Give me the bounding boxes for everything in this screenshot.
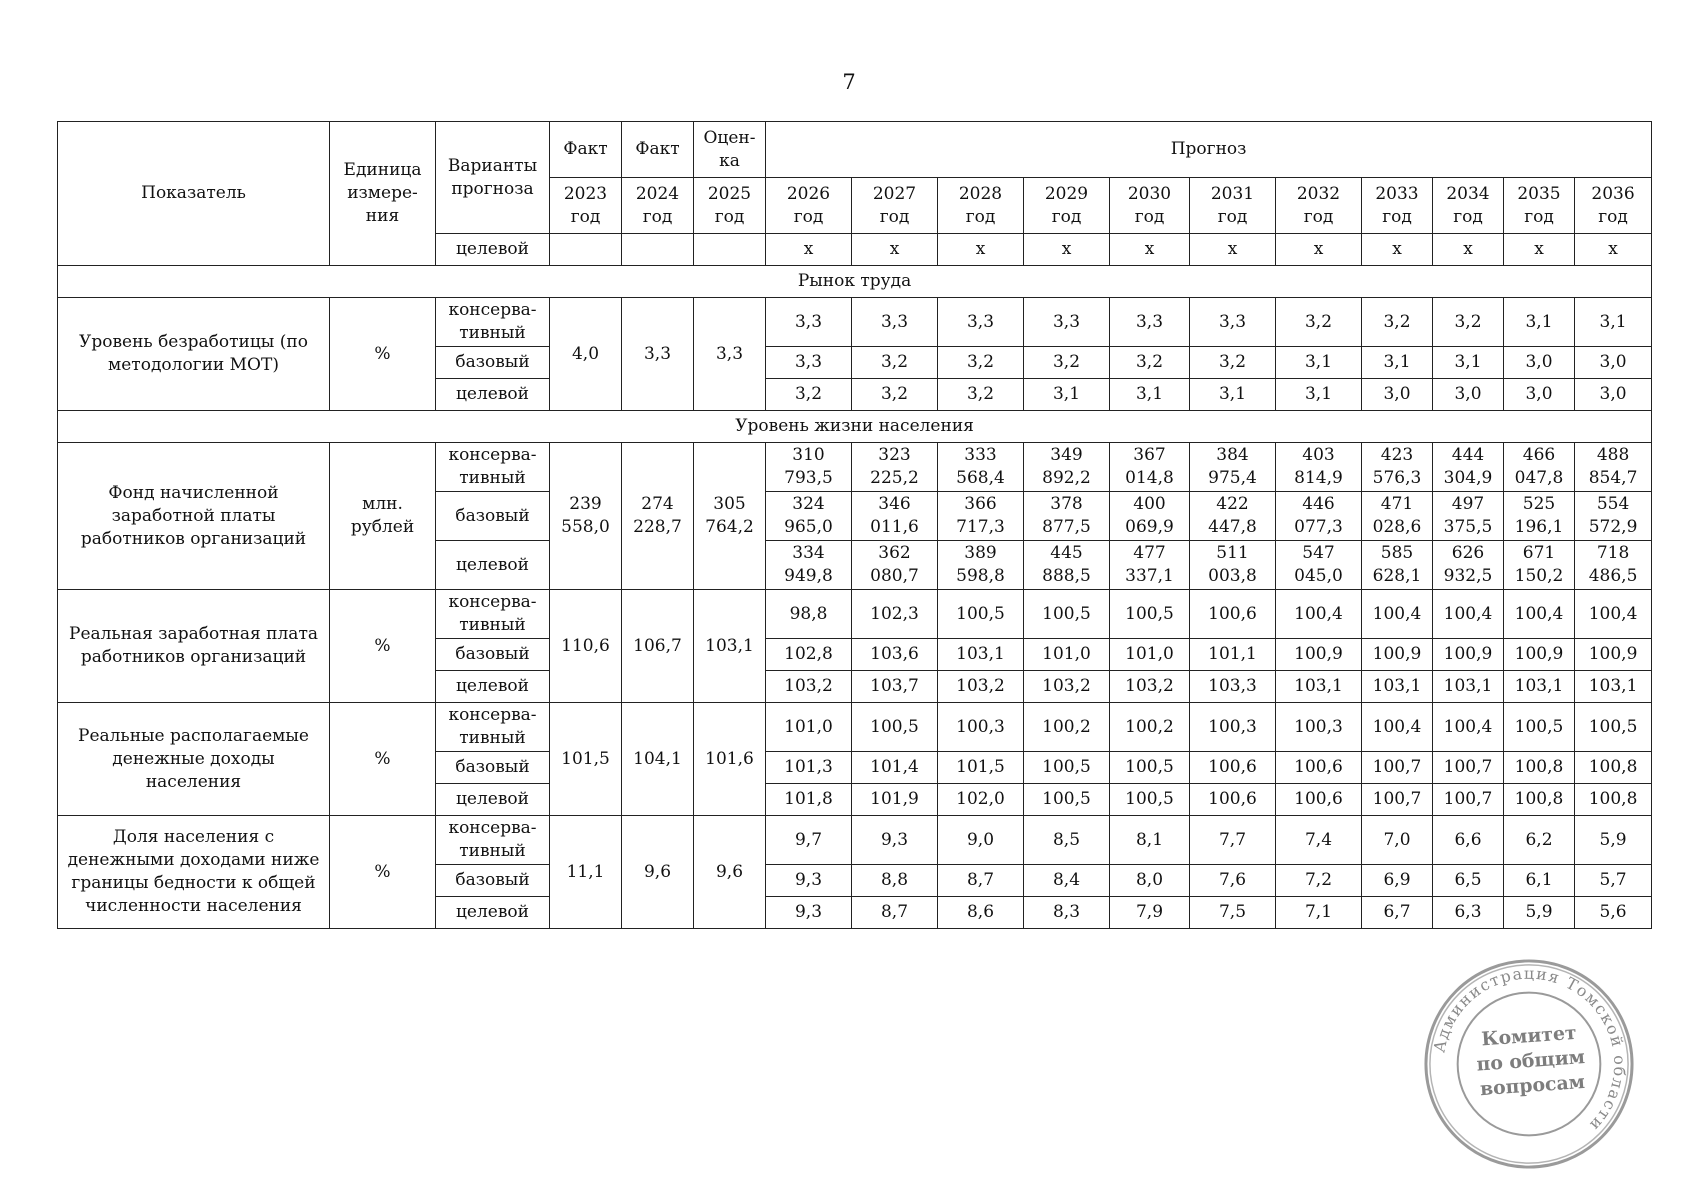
forecast-value: 6,5 (1433, 865, 1504, 897)
forecast-value: 100,3 (1190, 703, 1276, 752)
forecast-value: 102,8 (766, 639, 852, 671)
x-mark-cell: x (766, 234, 852, 266)
table-row (58, 590, 1652, 639)
empty-cell (550, 234, 622, 266)
variant-label: базовый (436, 347, 550, 379)
forecast-value: 9,3 (852, 816, 938, 865)
indicator-name: Доля населения с денежными доходами ниже границы бедности к общей численности населения (58, 816, 330, 929)
forecast-value: 3,3 (852, 298, 938, 347)
forecast-value: 422 447,8 (1190, 492, 1276, 541)
x-mark-cell: x (1190, 234, 1276, 266)
header-year-cell: 2023 год (550, 178, 622, 234)
forecast-value: 5,9 (1575, 816, 1652, 865)
variant-label: консерва-тивный (436, 703, 550, 752)
empty-cell (694, 234, 766, 266)
forecast-value: 3,3 (938, 298, 1024, 347)
forecast-value: 6,2 (1504, 816, 1575, 865)
variant-label: базовый (436, 865, 550, 897)
variant-label: целевой (436, 897, 550, 929)
forecast-value: 3,2 (852, 347, 938, 379)
forecast-value: 3,1 (1276, 347, 1362, 379)
stamp-line-1: Комитет (1480, 1021, 1578, 1051)
forecast-value: 466 047,8 (1504, 443, 1575, 492)
indicator-name: Реальные располагаемые денежные доходы населения (58, 703, 330, 816)
forecast-value: 103,2 (1024, 671, 1110, 703)
forecast-value: 101,0 (1024, 639, 1110, 671)
header-year-cell: 2024 год (622, 178, 694, 234)
x-mark-cell: x (1504, 234, 1575, 266)
forecast-value: 384 975,4 (1190, 443, 1276, 492)
indicator-unit: % (330, 703, 436, 816)
forecast-value: 100,4 (1362, 703, 1433, 752)
table-row (58, 298, 1652, 347)
forecast-value: 6,1 (1504, 865, 1575, 897)
forecast-value: 9,0 (938, 816, 1024, 865)
forecast-value: 585 628,1 (1362, 541, 1433, 590)
forecast-value: 100,8 (1575, 784, 1652, 816)
forecast-value: 100,8 (1575, 752, 1652, 784)
forecast-value: 103,1 (938, 639, 1024, 671)
forecast-value: 100,9 (1276, 639, 1362, 671)
forecast-value: 100,3 (938, 703, 1024, 752)
header-year-cell: 2025 год (694, 178, 766, 234)
forecast-value: 9,3 (766, 897, 852, 929)
forecast-value: 8,3 (1024, 897, 1110, 929)
forecast-value: 367 014,8 (1110, 443, 1190, 492)
fact-2023-value: 110,6 (550, 590, 622, 703)
forecast-value: 9,3 (766, 865, 852, 897)
forecast-value: 101,9 (852, 784, 938, 816)
variant-label: базовый (436, 752, 550, 784)
header-year-cell: 2036 год (1575, 178, 1652, 234)
header-year-cell: 2033 год (1362, 178, 1433, 234)
section-title: Рынок труда (58, 266, 1652, 298)
forecast-value: 8,8 (852, 865, 938, 897)
empty-cell (622, 234, 694, 266)
forecast-value: 444 304,9 (1433, 443, 1504, 492)
forecast-value: 100,4 (1575, 590, 1652, 639)
forecast-value: 100,8 (1504, 784, 1575, 816)
forecast-value: 5,6 (1575, 897, 1652, 929)
forecast-value: 101,1 (1190, 639, 1276, 671)
forecast-value: 100,6 (1190, 590, 1276, 639)
forecast-value: 101,4 (852, 752, 938, 784)
forecast-value: 718 486,5 (1575, 541, 1652, 590)
x-mark-cell: x (938, 234, 1024, 266)
forecast-value: 400 069,9 (1110, 492, 1190, 541)
forecast-value: 3,3 (1024, 298, 1110, 347)
x-mark-cell: x (1362, 234, 1433, 266)
forecast-value: 100,9 (1362, 639, 1433, 671)
forecast-value: 100,5 (1575, 703, 1652, 752)
forecast-value: 100,5 (1024, 784, 1110, 816)
x-mark-cell: x (1276, 234, 1362, 266)
forecast-value: 3,1 (1575, 298, 1652, 347)
fact-2023-value: 11,1 (550, 816, 622, 929)
forecast-value: 100,5 (938, 590, 1024, 639)
variant-label: консерва-тивный (436, 590, 550, 639)
forecast-value: 3,2 (1110, 347, 1190, 379)
forecast-value: 8,0 (1110, 865, 1190, 897)
forecast-value: 101,0 (766, 703, 852, 752)
forecast-value: 3,1 (1024, 379, 1110, 411)
forecast-value: 5,9 (1504, 897, 1575, 929)
variant-label: консерва-тивный (436, 816, 550, 865)
table-row (58, 443, 1652, 492)
header-fact-1: Факт (550, 122, 622, 178)
forecast-value: 497 375,5 (1433, 492, 1504, 541)
forecast-value: 3,0 (1362, 379, 1433, 411)
forecast-value: 3,1 (1190, 379, 1276, 411)
forecast-value: 7,7 (1190, 816, 1276, 865)
forecast-value: 446 077,3 (1276, 492, 1362, 541)
forecast-value: 3,2 (766, 379, 852, 411)
forecast-value: 100,5 (852, 703, 938, 752)
header-year-cell: 2029 год (1024, 178, 1110, 234)
forecast-value: 100,9 (1504, 639, 1575, 671)
header-unit: Единица измере-ния (330, 122, 436, 266)
header-variants: Варианты прогноза (436, 122, 550, 234)
forecast-value: 3,1 (1433, 347, 1504, 379)
forecast-value: 6,3 (1433, 897, 1504, 929)
section-row (58, 266, 1652, 298)
forecast-value: 103,1 (1276, 671, 1362, 703)
forecast-value: 3,1 (1110, 379, 1190, 411)
indicator-unit: % (330, 298, 436, 411)
forecast-value: 103,1 (1504, 671, 1575, 703)
forecast-value: 100,4 (1276, 590, 1362, 639)
header-year-cell: 2026 год (766, 178, 852, 234)
header-row-1 (58, 122, 1652, 178)
forecast-value: 103,2 (938, 671, 1024, 703)
header-year-cell: 2027 год (852, 178, 938, 234)
header-forecast: Прогноз (766, 122, 1652, 178)
forecast-value: 3,3 (766, 298, 852, 347)
estimate-2025-value: 9,6 (694, 816, 766, 929)
forecast-value: 403 814,9 (1276, 443, 1362, 492)
forecast-value: 423 576,3 (1362, 443, 1433, 492)
forecast-value: 9,7 (766, 816, 852, 865)
variant-label: целевой (436, 379, 550, 411)
table-row (58, 703, 1652, 752)
fact-2024-value: 106,7 (622, 590, 694, 703)
forecast-value: 3,2 (1024, 347, 1110, 379)
stamp-ring-text: Администрация Томской области (1429, 963, 1630, 1136)
forecast-value: 100,7 (1362, 784, 1433, 816)
forecast-value: 7,6 (1190, 865, 1276, 897)
section-title: Уровень жизни населения (58, 411, 1652, 443)
forecast-value: 488 854,7 (1575, 443, 1652, 492)
forecast-value: 3,1 (1504, 298, 1575, 347)
forecast-value: 101,8 (766, 784, 852, 816)
fact-2023-value: 239 558,0 (550, 443, 622, 590)
forecast-value: 349 892,2 (1024, 443, 1110, 492)
variant-label: целевой (436, 541, 550, 590)
header-year-cell: 2028 год (938, 178, 1024, 234)
forecast-value: 477 337,1 (1110, 541, 1190, 590)
stamp-line-3: вопросам (1479, 1070, 1586, 1101)
forecast-value: 8,5 (1024, 816, 1110, 865)
forecast-value: 362 080,7 (852, 541, 938, 590)
forecast-value: 671 150,2 (1504, 541, 1575, 590)
forecast-value: 100,7 (1433, 784, 1504, 816)
forecast-value: 6,7 (1362, 897, 1433, 929)
forecast-value: 101,3 (766, 752, 852, 784)
forecast-value: 511 003,8 (1190, 541, 1276, 590)
table-body (58, 122, 1652, 929)
forecast-value: 100,8 (1504, 752, 1575, 784)
forecast-value: 100,4 (1504, 590, 1575, 639)
forecast-value: 3,2 (1362, 298, 1433, 347)
x-mark-cell: x (852, 234, 938, 266)
forecast-value: 3,2 (1433, 298, 1504, 347)
forecast-value: 100,7 (1433, 752, 1504, 784)
x-mark-cell: x (1110, 234, 1190, 266)
forecast-value: 3,0 (1433, 379, 1504, 411)
forecast-value: 100,7 (1362, 752, 1433, 784)
forecast-value: 8,7 (938, 865, 1024, 897)
forecast-value: 6,9 (1362, 865, 1433, 897)
forecast-value: 3,3 (1110, 298, 1190, 347)
fact-2024-value: 104,1 (622, 703, 694, 816)
forecast-value: 100,5 (1024, 752, 1110, 784)
forecast-value: 103,1 (1433, 671, 1504, 703)
forecast-value: 525 196,1 (1504, 492, 1575, 541)
forecast-value: 100,2 (1024, 703, 1110, 752)
forecast-value: 7,1 (1276, 897, 1362, 929)
forecast-value: 626 932,5 (1433, 541, 1504, 590)
fact-2024-value: 3,3 (622, 298, 694, 411)
forecast-value: 334 949,8 (766, 541, 852, 590)
forecast-value: 100,6 (1190, 784, 1276, 816)
forecast-value: 3,1 (1362, 347, 1433, 379)
indicator-unit: % (330, 590, 436, 703)
header-year-cell: 2035 год (1504, 178, 1575, 234)
official-stamp (1420, 955, 1638, 1173)
forecast-value: 102,0 (938, 784, 1024, 816)
page-number: 7 (842, 70, 856, 94)
forecast-value: 100,5 (1024, 590, 1110, 639)
forecast-value: 3,2 (938, 347, 1024, 379)
forecast-value: 389 598,8 (938, 541, 1024, 590)
forecast-value: 323 225,2 (852, 443, 938, 492)
forecast-value: 103,1 (1362, 671, 1433, 703)
estimate-2025-value: 305 764,2 (694, 443, 766, 590)
forecast-value: 333 568,4 (938, 443, 1024, 492)
forecast-value: 100,3 (1276, 703, 1362, 752)
forecast-value: 103,6 (852, 639, 938, 671)
forecast-value: 100,4 (1362, 590, 1433, 639)
forecast-value: 100,6 (1276, 752, 1362, 784)
forecast-value: 324 965,0 (766, 492, 852, 541)
forecast-value: 100,2 (1110, 703, 1190, 752)
forecast-value: 310 793,5 (766, 443, 852, 492)
variant-label: базовый (436, 639, 550, 671)
forecast-value: 3,2 (1276, 298, 1362, 347)
indicator-name: Фонд начисленной заработной платы работников организаций (58, 443, 330, 590)
forecast-value: 366 717,3 (938, 492, 1024, 541)
forecast-value: 3,0 (1504, 379, 1575, 411)
forecast-table (57, 121, 1652, 929)
forecast-value: 100,5 (1504, 703, 1575, 752)
forecast-value: 100,6 (1190, 752, 1276, 784)
forecast-value: 7,9 (1110, 897, 1190, 929)
forecast-value: 471 028,6 (1362, 492, 1433, 541)
estimate-2025-value: 101,6 (694, 703, 766, 816)
forecast-value: 100,5 (1110, 784, 1190, 816)
forecast-value: 100,9 (1433, 639, 1504, 671)
forecast-value: 3,2 (938, 379, 1024, 411)
header-fact-2: Факт (622, 122, 694, 178)
forecast-value: 3,3 (1190, 298, 1276, 347)
forecast-value: 3,3 (766, 347, 852, 379)
forecast-value: 100,5 (1110, 590, 1190, 639)
forecast-value: 547 045,0 (1276, 541, 1362, 590)
variant-label: целевой (436, 784, 550, 816)
x-mark-cell: x (1575, 234, 1652, 266)
forecast-value: 7,0 (1362, 816, 1433, 865)
forecast-value: 102,3 (852, 590, 938, 639)
estimate-2025-value: 103,1 (694, 590, 766, 703)
section-row (58, 411, 1652, 443)
fact-2023-value: 101,5 (550, 703, 622, 816)
forecast-value: 3,2 (1190, 347, 1276, 379)
forecast-value: 3,0 (1575, 379, 1652, 411)
indicator-name: Реальная заработная плата работников организаций (58, 590, 330, 703)
variant-label: целевой (436, 671, 550, 703)
indicator-name: Уровень безработицы (по методологии МОТ) (58, 298, 330, 411)
header-year-cell: 2031 год (1190, 178, 1276, 234)
forecast-value: 3,0 (1504, 347, 1575, 379)
forecast-value: 3,2 (852, 379, 938, 411)
variant-label: консерва-тивный (436, 298, 550, 347)
variant-label: консерва-тивный (436, 443, 550, 492)
forecast-value: 6,6 (1433, 816, 1504, 865)
header-target-label: целевой (436, 234, 550, 266)
forecast-value: 8,4 (1024, 865, 1110, 897)
forecast-value: 103,2 (766, 671, 852, 703)
forecast-value: 103,2 (1110, 671, 1190, 703)
forecast-value: 103,7 (852, 671, 938, 703)
forecast-value: 346 011,6 (852, 492, 938, 541)
forecast-value: 8,7 (852, 897, 938, 929)
indicator-unit: % (330, 816, 436, 929)
fact-2023-value: 4,0 (550, 298, 622, 411)
fact-2024-value: 9,6 (622, 816, 694, 929)
forecast-value: 3,0 (1575, 347, 1652, 379)
header-indicator: Показатель (58, 122, 330, 266)
header-estimate: Оцен-ка (694, 122, 766, 178)
forecast-value: 100,4 (1433, 590, 1504, 639)
x-mark-cell: x (1433, 234, 1504, 266)
forecast-value: 100,5 (1110, 752, 1190, 784)
forecast-value: 100,4 (1433, 703, 1504, 752)
header-year-cell: 2030 год (1110, 178, 1190, 234)
forecast-value: 100,9 (1575, 639, 1652, 671)
indicator-unit: млн. рублей (330, 443, 436, 590)
forecast-value: 98,8 (766, 590, 852, 639)
fact-2024-value: 274 228,7 (622, 443, 694, 590)
forecast-value: 101,0 (1110, 639, 1190, 671)
header-year-cell: 2034 год (1433, 178, 1504, 234)
forecast-value: 100,6 (1276, 784, 1362, 816)
variant-label: базовый (436, 492, 550, 541)
forecast-value: 101,5 (938, 752, 1024, 784)
x-mark-cell: x (1024, 234, 1110, 266)
forecast-value: 445 888,5 (1024, 541, 1110, 590)
forecast-value: 8,6 (938, 897, 1024, 929)
forecast-value: 8,1 (1110, 816, 1190, 865)
forecast-value: 3,1 (1276, 379, 1362, 411)
forecast-value: 5,7 (1575, 865, 1652, 897)
forecast-value: 378 877,5 (1024, 492, 1110, 541)
estimate-2025-value: 3,3 (694, 298, 766, 411)
forecast-value: 7,5 (1190, 897, 1276, 929)
forecast-value: 103,1 (1575, 671, 1652, 703)
stamp-line-2: по общим (1475, 1046, 1586, 1076)
forecast-value: 7,4 (1276, 816, 1362, 865)
header-year-cell: 2032 год (1276, 178, 1362, 234)
forecast-value: 554 572,9 (1575, 492, 1652, 541)
table-row (58, 816, 1652, 865)
forecast-value: 7,2 (1276, 865, 1362, 897)
forecast-value: 103,3 (1190, 671, 1276, 703)
